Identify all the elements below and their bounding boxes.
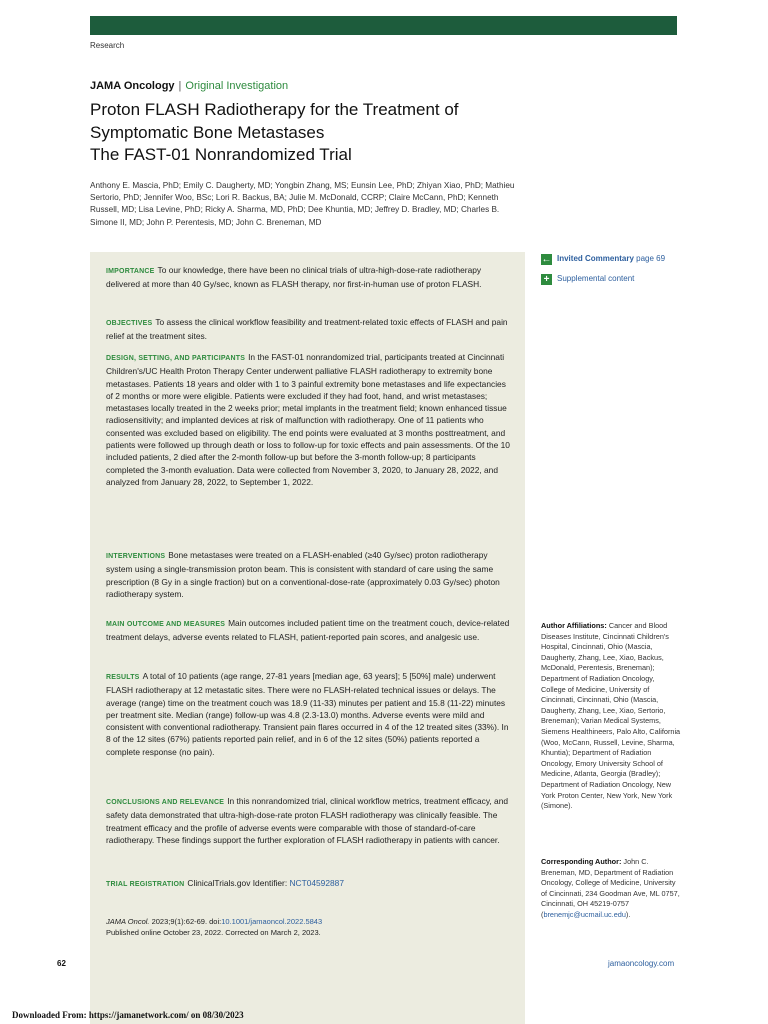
abstract-text: In this nonrandomized trial, clinical workflow metrics, treatment efficacy, and safety data demonstrated that ultra-high-dose-rate proton FLASH radiotherapy was clinically feasible. The treatment efficacy and the profile of adverse events were comparable with those of standard-of-care radiotherapy. These findings support the further exploration of FLASH radiotherapy in patients with cancer. (106, 796, 509, 845)
download-notice: Downloaded From: https://jamanetwork.com/ on 08/30/2023 (12, 1010, 244, 1020)
abstract-heading: OBJECTIVES (106, 320, 153, 327)
page-number: 62 (57, 959, 66, 968)
plus-icon: + (541, 274, 552, 285)
abstract-heading: IMPORTANCE (106, 268, 155, 275)
abstract-text: A total of 10 patients (age range, 27-81 years [median age, 63 years]; 5 [50%] male) underwent FLASH radiotherapy at 12 metastatic sites. There were no FLASH-related technical issues or delays. The average (range) time on the treatment couch was 18.9 (11-33) minutes per patient and 15.8 (11-22) minutes per treatment site. Median (range) follow-up was 4.8 (2.3-13.0) months. Adverse events were mild and consistent with conventional radiotherapy. Transient pain flares occurred in 4 of the 12 treated sites (33%). In 8 of the 12 sites (67%) patients reported pain relief, and in 6 of the 12 sites (50%) patients reported a complete response (no pain). (106, 671, 509, 757)
abstract-heading: CONCLUSIONS AND RELEVANCE (106, 799, 225, 806)
corresponding-heading: Corresponding Author: (541, 857, 622, 866)
related-links (541, 249, 665, 289)
article-subtitle: The FAST-01 Nonrandomized Trial (90, 145, 352, 164)
corresponding-close: ). (625, 909, 631, 919)
abstract-text: ClinicalTrials.gov Identifier: (187, 878, 288, 888)
arrow-left-icon: ← (541, 253, 552, 265)
abstract-heading: INTERVENTIONS (106, 553, 166, 560)
abstract-heading: RESULTS (106, 674, 140, 681)
corresponding-author (541, 857, 681, 921)
header-bar (90, 16, 677, 35)
journal-line (90, 80, 288, 92)
abstract-results (106, 670, 512, 758)
abstract-text: In the FAST-01 nonrandomized trial, participants treated at Cincinnati Children's/UC Health Proton Therapy Center underwent palliative FLASH radiotherapy to extremity bone metastases. Patients 18 years and older with 1 to 3 painful extremity bone metastases and life expectancies of 2 months or more were eligible. Patients were excluded if they had foot, hand, and wrist metastases; metastases locally treated in the 2 weeks prior; metal implants in the treatment field; known enhanced tissue radiosensitivity; and implanted devices at risk of malfunction with radiotherapy. One of 11 patients who consented was excluded based on eligibility. The end points were evaluated at 3 months posttreatment, and patients were followed up through death or loss to follow-up for toxic effects and pain assessments. Of the 10 included patients, 2 died after the 2-month follow-up but before the 3-month follow-up; 8 participants completed the 3-month evaluation. Data were collected from November 3, 2020, to January 28, 2022, and analyzed from January 28, 2022, to September 1, 2022. (106, 352, 510, 487)
article-title: Proton FLASH Radiotherapy for the Treatment of Symptomatic Bone Metastases (90, 100, 459, 142)
supplemental-label[interactable]: Supplemental content (557, 274, 635, 283)
abstract-text: Main outcomes included patient time on the treatment couch, device-related treatment delays, adverse events related to FLASH, patient-reported pain scores, and analgesic use. (106, 618, 510, 643)
invited-commentary-link[interactable] (541, 249, 665, 269)
affiliations-text: Cancer and Blood Diseases Institute, Cincinnati Children's Hospital, Cincinnati, Ohio (Mascia, Daugherty, Zhang, Lee, Xiao, Backus, McDonald, Perentesis, Breneman); Department of Radiation Oncology, College of Medicine, University of Cincinnati, Cincinnati, Ohio (Mascia, Daugherty, Zhang, Lee, Xiao, Sertorio, Breneman); Varian Medical Systems, Siemens Healthineers, Palo Alto, California (Woo, McCann, Russell, Levine, Sharma, Khuntia); Department of Radiation Oncology, Emory University School of Medicine, Atlanta, Georgia (Bradley); Department of Radiation Oncology, New York Proton Center, New York, New York (Simone). (541, 621, 681, 811)
abstract-text: To our knowledge, there have been no clinical trials of ultra-high-dose-rate radiotherapy delivered at more than 40 Gy/sec, known as FLASH therapy, nor first-in-human use of proton FLASH. (106, 265, 482, 290)
journal-website-link[interactable]: jamaoncology.com (608, 959, 675, 968)
abstract-heading: DESIGN, SETTING, AND PARTICIPANTS (106, 355, 246, 362)
corresponding-text: John C. Breneman, MD, Department of Radiation Oncology, College of Medicine, University of Cincinnati, 234 Goodman Ave, ML 0757, Cincinnati, OH 45219-0757 ( (541, 857, 680, 919)
abstract-text: Bone metastases were treated on a FLASH-enabled (≥40 Gy/sec) proton radiotherapy system using a single-transmission proton beam. This is consistent with standard of care using the same prescription (8 Gy in a single fraction) but on a conventional-dose-rate (approximately 0.03 Gy/sec) photon radiotherapy system. (106, 550, 500, 599)
abstract-outcomes (106, 617, 512, 644)
abstract-interventions (106, 549, 512, 600)
abstract-objectives (106, 316, 512, 343)
abstract-heading: TRIAL REGISTRATION (106, 881, 185, 888)
commentary-page[interactable]: page 69 (636, 254, 666, 263)
journal-separator: | (178, 80, 182, 92)
trial-id-link[interactable]: NCT04592887 (289, 878, 344, 888)
citation (106, 916, 322, 938)
citation-ref: 2023;9(1):62-69. doi: (151, 917, 222, 926)
section-label: Research (90, 41, 125, 50)
doi-link[interactable]: 10.1001/jamaoncol.2022.5843 (221, 917, 323, 926)
citation-line (106, 916, 322, 927)
abstract-design (106, 351, 512, 488)
abstract-heading: MAIN OUTCOME AND MEASURES (106, 621, 226, 628)
publication-date: Published online October 23, 2022. Corrected on March 2, 2023. (106, 928, 321, 937)
abstract-registration (106, 877, 512, 891)
author-list: Anthony E. Mascia, PhD; Emily C. Daugherty, MD; Yongbin Zhang, MS; Eunsin Lee, PhD; Zhiyan Xiao, PhD; Mathieu Sertorio, PhD; Jennifer Woo, BSc; Lori R. Backus, BA; Julie M. McDonald, CCRP; Claire McCann, PhD; Kenneth Russell, MD; Lisa Levine, PhD; Ricky A. Sharma, MD, PhD; Dee Khuntia, MD; Jeffrey D. Bradley, MD; Charles B. Simone II, MD; John P. Perentesis, MD; John C. Breneman, MD (90, 181, 515, 227)
abstract-importance (106, 264, 512, 291)
citation-journal: JAMA Oncol. (106, 917, 150, 926)
author-affiliations (541, 621, 681, 812)
supplemental-content-link[interactable] (541, 269, 665, 289)
abstract-box (90, 252, 525, 1024)
email-link[interactable]: brenemjc@ucmail.uc.edu (543, 909, 626, 919)
abstract-conclusions (106, 795, 512, 846)
article-type: Original Investigation (185, 80, 289, 92)
affiliations-heading: Author Affiliations: (541, 621, 607, 630)
journal-name: JAMA Oncology (90, 80, 175, 92)
abstract-text: To assess the clinical workflow feasibility and treatment-related toxic effects of FLASH and pain relief at the treatment sites. (106, 317, 508, 342)
commentary-label[interactable]: Invited Commentary (557, 254, 634, 263)
